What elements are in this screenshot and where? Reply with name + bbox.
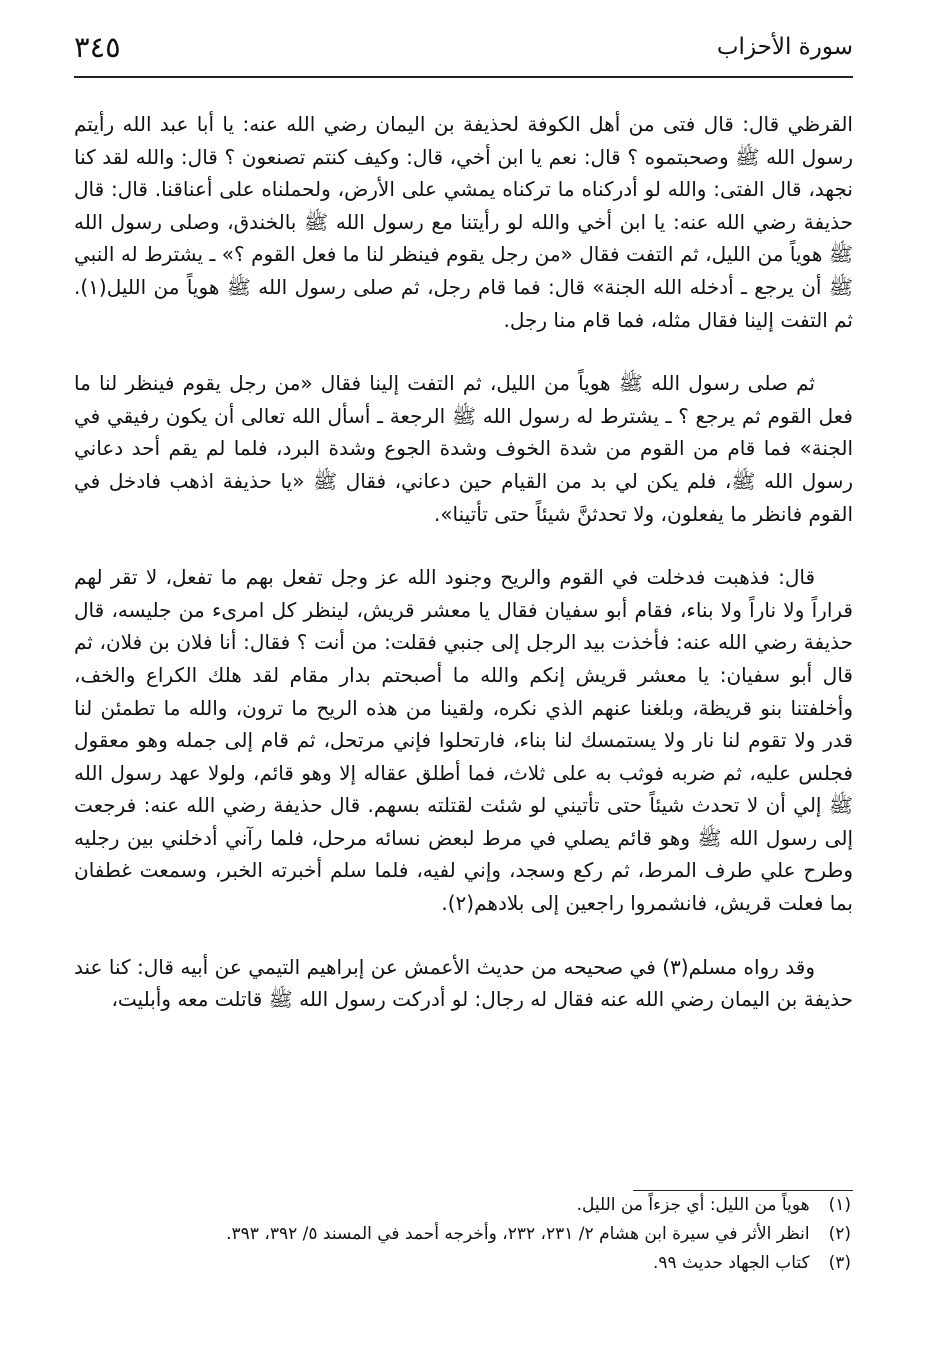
footnote-text: هوياً من الليل: أي جزءاً من الليل. bbox=[576, 1195, 810, 1215]
footnote-number: (١) bbox=[828, 1195, 851, 1215]
paragraph-4: وقد رواه مسلم(٣) في صحيحه من حديث الأعمش عن إبراهيم التيمي عن أبيه قال: كنا عند حذيفة بن اليمان رضي الله عنه فقال له رجال: لو أدركت رسول الله ﷺ قاتلت معه وأبليت، bbox=[74, 954, 853, 1012]
footnotes bbox=[74, 1190, 853, 1278]
paragraph-3: قال: فذهبت فدخلت في القوم والريح وجنود الله عز وجل تفعل بهم ما تفعل، لا تقر لهم قراراً ولا ناراً ولا بناء، فقام أبو سفيان فقال يا معشر قريش، لينظر كل امرىء من جليسه، قال حذيفة رضي الله عنه: فأخذت بيد الرجل إلى جنبي فقلت: من أنت ؟ فقال: أنا فلان بن فلان، ثم قال أبو سفيان: يا معشر قريش إنكم والله ما أصبحتم بدار مقام لقد هلك الكراع والخف، وأخلفتنا بنو قريظة، وبلغنا عنهم الذي نكره، ولقينا من هذه الريح ما ترون، والله ما تطمئن لنا قدر ولا تقوم لنا نار ولا يستمسك لنا بناء، فارتحلوا فإني مرتحل، ثم قام إلى جمله وهو معقول فجلس عليه، ثم ضربه فوثب به على ثلاث، فما أطلق عقاله إلا وهو قائم، ولولا عهد رسول الله ﷺ إلي أن لا تحدث شيئاً حتى تأتيني لو شئت لقتلته بسهم. قال حذيفة رضي الله عنه: فرجعت إلى رسول الله ﷺ وهو قائم يصلي في مرط لبعض نسائه مرحل، فلما رآني أدخلني بين رجليه وطرح علي طرف المرط، ثم ركع وسجد، وإني لفيه، فلما سلم أخبرته الخبر، وسمعت غطفان بما فعلت قريش، فانشمروا راجعين إلى بلادهم(٢). bbox=[74, 565, 853, 916]
paragraph-1: القرظي قال: قال فتى من أهل الكوفة لحذيفة بن اليمان رضي الله عنه: يا أبا عبد الله رأيتم رسول الله ﷺ وصحبتموه ؟ قال: نعم يا ابن أخي، قال: وكيف كنتم تصنعون ؟ قال: والله لقد كنا نجهد، قال الفتى: والله لو أدركناه ما تركناه يمشي على الأرض، ولحملناه على أعناقنا. قال: قال حذيفة رضي الله عنه: يا ابن أخي والله لو رأيتنا مع رسول الله ﷺ بالخندق، وصلى رسول الله ﷺ هوياً من الليل، ثم التفت فقال «من رجل يقوم فينظر لنا ما فعل القوم ؟» ـ يشترط له النبي ﷺ أن يرجع ـ أدخله الله الجنة» قال: فما قام رجل، ثم صلى رسول الله ﷺ هوياً من الليل(١). ثم التفت إلينا فقال مثله، فما قام منا رجل. bbox=[74, 112, 853, 332]
footnote-1 bbox=[74, 1191, 853, 1220]
footnote-number: (٢) bbox=[828, 1224, 851, 1244]
page-number: ٣٤٥ bbox=[74, 30, 121, 64]
paragraph-2: ثم صلى رسول الله ﷺ هوياً من الليل، ثم التفت إلينا فقال «من رجل يقوم فينظر لنا ما فعل القوم ثم يرجع ؟ ـ يشترط له رسول الله ﷺ الرجعة ـ أسأل الله تعالى أن يكون رفيقي في الجنة» فما قام من القوم من شدة الخوف وشدة الجوع وشدة البرد، فلما لم يقم أحد دعاني رسول الله ﷺ، فلم يكن لي بد من القيام حين دعاني، فقال ﷺ «يا حذيفة اذهب فادخل في القوم فانظر ما يفعلون، ولا تحدثنَّ شيئاً حتى تأتينا». bbox=[74, 371, 853, 526]
footnote-number: (٣) bbox=[828, 1253, 851, 1273]
footnote-2 bbox=[74, 1220, 853, 1249]
footnote-3 bbox=[74, 1249, 853, 1278]
surah-title: سورة الأحزاب bbox=[716, 34, 853, 60]
page-header bbox=[74, 30, 853, 78]
footnote-text: كتاب الجهاد حديث ٩٩. bbox=[652, 1253, 810, 1273]
page-body bbox=[74, 108, 853, 1016]
footnote-text: انظر الأثر في سيرة ابن هشام ٢/ ٢٣١، ٢٣٢، وأخرجه أحمد في المسند ٥/ ٣٩٢، ٣٩٣. bbox=[226, 1224, 810, 1244]
